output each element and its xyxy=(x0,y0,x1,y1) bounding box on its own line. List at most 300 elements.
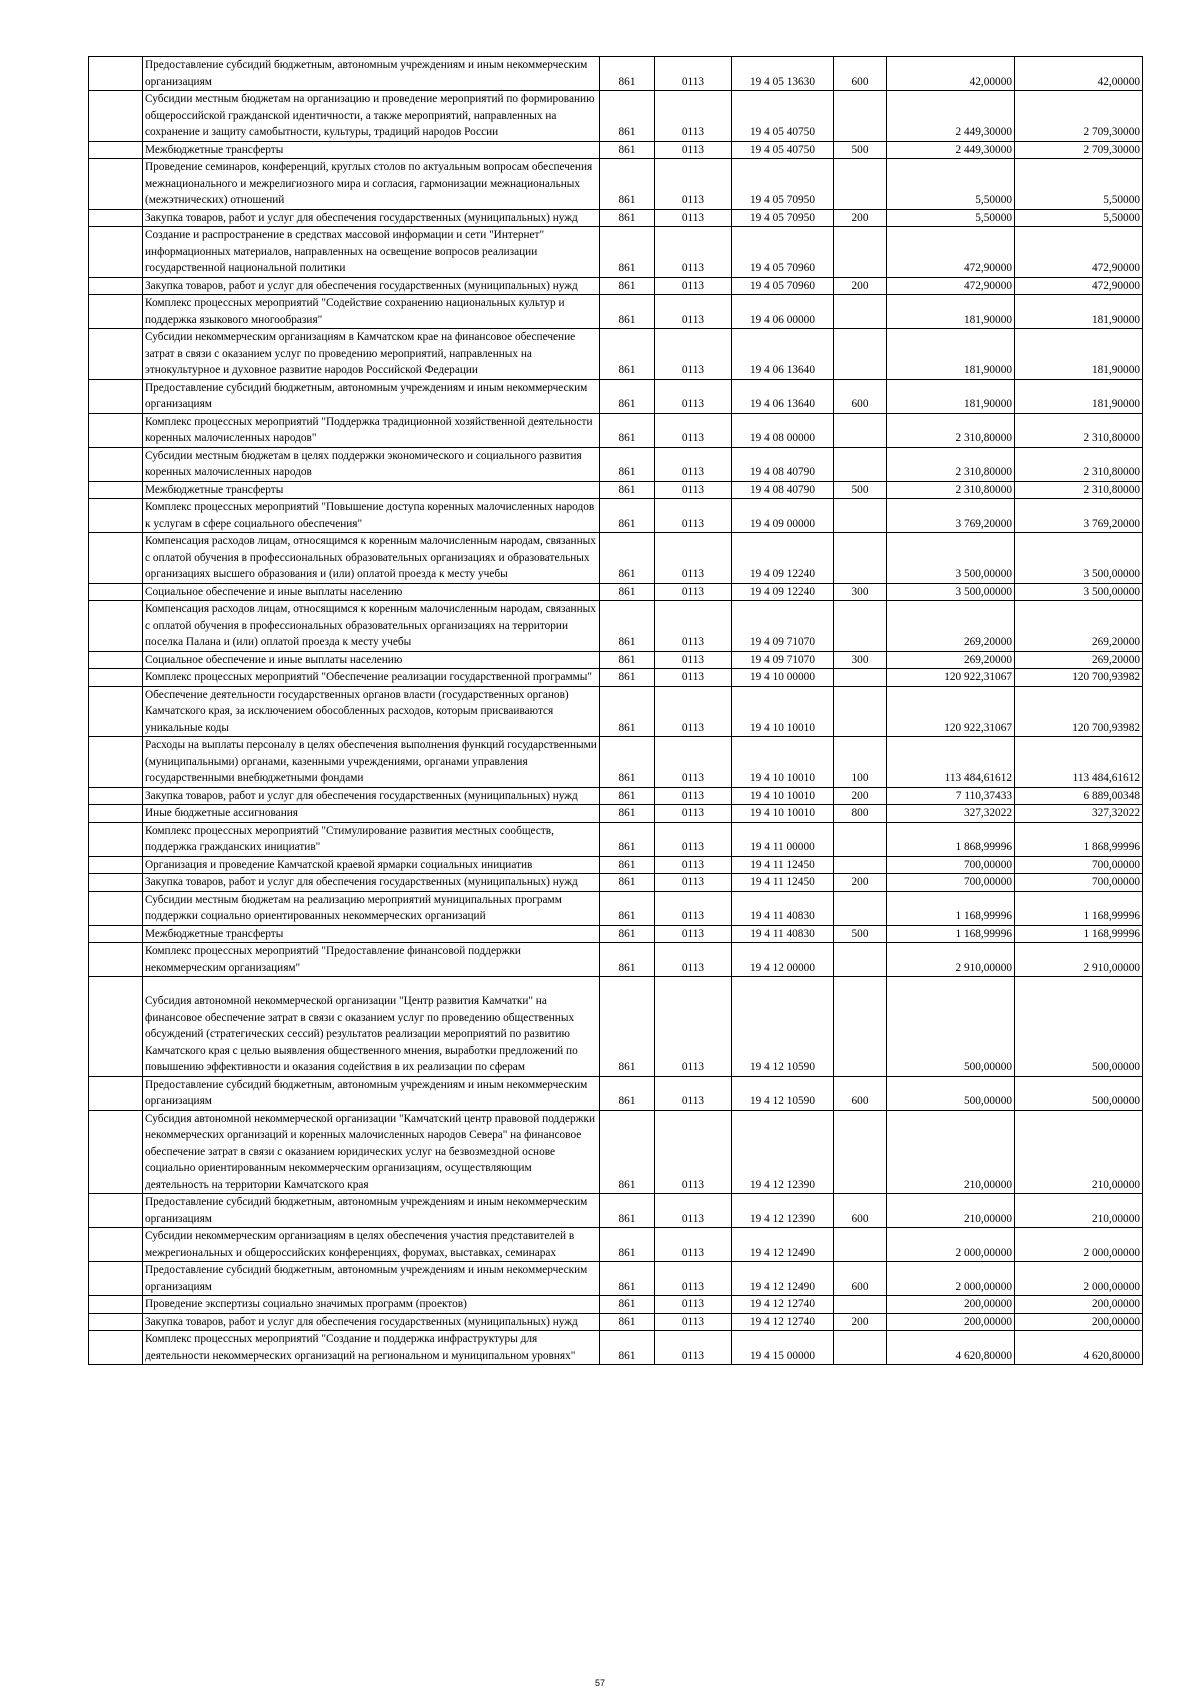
indent-cell xyxy=(89,805,143,823)
ministry-code: 861 xyxy=(600,447,655,481)
ministry-code: 861 xyxy=(600,787,655,805)
ministry-code: 861 xyxy=(600,277,655,295)
ministry-code: 861 xyxy=(600,413,655,447)
item-name: Предоставление субсидий бюджетным, автономным учреждениям и иным некоммерческим организациям xyxy=(143,1262,600,1296)
target-article-code: 19 4 15 00000 xyxy=(732,1331,834,1365)
item-name: Комплекс процессных мероприятий "Обеспечение реализации государственной программы" xyxy=(143,669,600,687)
section-code: 0113 xyxy=(655,481,732,499)
section-code: 0113 xyxy=(655,977,732,1077)
target-article-code: 19 4 08 40790 xyxy=(732,481,834,499)
expense-type-code xyxy=(834,891,887,925)
table-row xyxy=(89,686,1143,737)
indent-cell xyxy=(89,1228,143,1262)
ministry-code: 861 xyxy=(600,925,655,943)
ministry-code: 861 xyxy=(600,481,655,499)
table-row xyxy=(89,379,1143,413)
section-code: 0113 xyxy=(655,141,732,159)
ministry-code: 861 xyxy=(600,141,655,159)
amount-year-2: 200,00000 xyxy=(1015,1313,1143,1331)
target-article-code: 19 4 10 10010 xyxy=(732,787,834,805)
indent-cell xyxy=(89,413,143,447)
expense-type-code: 100 xyxy=(834,737,887,788)
indent-cell xyxy=(89,447,143,481)
section-code: 0113 xyxy=(655,159,732,210)
target-article-code: 19 4 05 13630 xyxy=(732,57,834,91)
section-code: 0113 xyxy=(655,891,732,925)
item-name: Субсидия автономной некоммерческой организации "Камчатский центр правовой поддержки некоммерческих организаций и коренных малочисленных народов Севера" на финансовое обеспечение затрат в связи с оказанием юридических услуг на безвозмездной основе социально ориентированным некоммерческим организациям, осуществляющим деятельность на территории Камчатского края xyxy=(143,1110,600,1194)
target-article-code: 19 4 11 40830 xyxy=(732,891,834,925)
table-row xyxy=(89,1296,1143,1314)
target-article-code: 19 4 09 12240 xyxy=(732,583,834,601)
amount-year-1: 3 769,20000 xyxy=(887,499,1015,533)
expense-type-code: 600 xyxy=(834,379,887,413)
amount-year-2: 472,90000 xyxy=(1015,277,1143,295)
expense-type-code xyxy=(834,227,887,278)
amount-year-2: 2 709,30000 xyxy=(1015,91,1143,142)
indent-cell xyxy=(89,379,143,413)
expense-type-code xyxy=(834,1331,887,1365)
amount-year-2: 42,00000 xyxy=(1015,57,1143,91)
section-code: 0113 xyxy=(655,209,732,227)
ministry-code: 861 xyxy=(600,91,655,142)
item-name: Проведение экспертизы социально значимых программ (проектов) xyxy=(143,1296,600,1314)
expense-type-code: 200 xyxy=(834,277,887,295)
expense-type-code xyxy=(834,1296,887,1314)
indent-cell xyxy=(89,499,143,533)
ministry-code: 861 xyxy=(600,379,655,413)
section-code: 0113 xyxy=(655,943,732,977)
ministry-code: 861 xyxy=(600,329,655,380)
ministry-code: 861 xyxy=(600,1313,655,1331)
table-row xyxy=(89,822,1143,856)
amount-year-2: 120 700,93982 xyxy=(1015,669,1143,687)
expense-type-code: 200 xyxy=(834,874,887,892)
amount-year-2: 3 769,20000 xyxy=(1015,499,1143,533)
table-row xyxy=(89,141,1143,159)
indent-cell xyxy=(89,533,143,584)
amount-year-2: 700,00000 xyxy=(1015,874,1143,892)
amount-year-2: 113 484,61612 xyxy=(1015,737,1143,788)
item-name: Комплекс процессных мероприятий "Создание и поддержка инфраструктуры для деятельности некоммерческих организаций на региональном и муниципальном уровнях" xyxy=(143,1331,600,1365)
item-name: Проведение семинаров, конференций, круглых столов по актуальным вопросам обеспечения межнационального и межрелигиозного мира и согласия, гармонизации межнациональных (межэтнических) отношений xyxy=(143,159,600,210)
target-article-code: 19 4 08 40790 xyxy=(732,447,834,481)
item-name: Межбюджетные трансферты xyxy=(143,925,600,943)
amount-year-1: 42,00000 xyxy=(887,57,1015,91)
expense-type-code xyxy=(834,856,887,874)
expense-type-code xyxy=(834,1228,887,1262)
expense-type-code xyxy=(834,977,887,1077)
item-name: Комплекс процессных мероприятий "Содействие сохранению национальных культур и поддержка языкового многообразия" xyxy=(143,295,600,329)
budget-table-body xyxy=(89,57,1143,1365)
amount-year-1: 120 922,31067 xyxy=(887,669,1015,687)
item-name: Комплекс процессных мероприятий "Предоставление финансовой поддержки некоммерческим организациям" xyxy=(143,943,600,977)
expense-type-code: 300 xyxy=(834,583,887,601)
table-row xyxy=(89,891,1143,925)
section-code: 0113 xyxy=(655,856,732,874)
table-row xyxy=(89,91,1143,142)
amount-year-2: 2 000,00000 xyxy=(1015,1262,1143,1296)
table-row xyxy=(89,737,1143,788)
table-row xyxy=(89,277,1143,295)
section-code: 0113 xyxy=(655,822,732,856)
amount-year-2: 2 310,80000 xyxy=(1015,447,1143,481)
ministry-code: 861 xyxy=(600,1194,655,1228)
amount-year-2: 2 310,80000 xyxy=(1015,413,1143,447)
table-row xyxy=(89,329,1143,380)
amount-year-1: 1 168,99996 xyxy=(887,925,1015,943)
expense-type-code xyxy=(834,943,887,977)
indent-cell xyxy=(89,977,143,1077)
page-number: 57 xyxy=(594,1678,605,1688)
amount-year-2: 3 500,00000 xyxy=(1015,583,1143,601)
amount-year-2: 200,00000 xyxy=(1015,1296,1143,1314)
item-name: Комплекс процессных мероприятий "Поддержка традиционной хозяйственной деятельности коренных малочисленных народов" xyxy=(143,413,600,447)
ministry-code: 861 xyxy=(600,822,655,856)
indent-cell xyxy=(89,209,143,227)
table-row xyxy=(89,583,1143,601)
amount-year-2: 2 910,00000 xyxy=(1015,943,1143,977)
target-article-code: 19 4 09 00000 xyxy=(732,499,834,533)
target-article-code: 19 4 08 00000 xyxy=(732,413,834,447)
section-code: 0113 xyxy=(655,805,732,823)
section-code: 0113 xyxy=(655,583,732,601)
ministry-code: 861 xyxy=(600,737,655,788)
indent-cell xyxy=(89,1110,143,1194)
indent-cell xyxy=(89,1296,143,1314)
amount-year-2: 269,20000 xyxy=(1015,651,1143,669)
indent-cell xyxy=(89,856,143,874)
ministry-code: 861 xyxy=(600,651,655,669)
amount-year-1: 5,50000 xyxy=(887,209,1015,227)
indent-cell xyxy=(89,1262,143,1296)
indent-cell xyxy=(89,583,143,601)
indent-cell xyxy=(89,1076,143,1110)
expense-type-code: 200 xyxy=(834,1313,887,1331)
item-name: Создание и распространение в средствах массовой информации и сети "Интернет" информационных материалов, направленных на освещение вопросов реализации государственной национальной политики xyxy=(143,227,600,278)
table-row xyxy=(89,413,1143,447)
ministry-code: 861 xyxy=(600,499,655,533)
expense-type-code: 200 xyxy=(834,209,887,227)
ministry-code: 861 xyxy=(600,943,655,977)
target-article-code: 19 4 05 70950 xyxy=(732,209,834,227)
item-name: Компенсация расходов лицам, относящимся к коренным малочисленным народам, связанных с оплатой обучения в профессиональных образовательных организациях и образовательных организациях высшего образования и (или) оплатой проезда к месту учебы xyxy=(143,533,600,584)
table-row xyxy=(89,499,1143,533)
amount-year-2: 181,90000 xyxy=(1015,295,1143,329)
section-code: 0113 xyxy=(655,329,732,380)
ministry-code: 861 xyxy=(600,533,655,584)
ministry-code: 861 xyxy=(600,1331,655,1365)
item-name: Предоставление субсидий бюджетным, автономным учреждениям и иным некоммерческим организациям xyxy=(143,1076,600,1110)
amount-year-1: 2 449,30000 xyxy=(887,141,1015,159)
ministry-code: 861 xyxy=(600,874,655,892)
amount-year-1: 2 310,80000 xyxy=(887,447,1015,481)
section-code: 0113 xyxy=(655,651,732,669)
amount-year-2: 2 000,00000 xyxy=(1015,1228,1143,1262)
section-code: 0113 xyxy=(655,1331,732,1365)
section-code: 0113 xyxy=(655,787,732,805)
section-code: 0113 xyxy=(655,277,732,295)
indent-cell xyxy=(89,227,143,278)
table-row xyxy=(89,481,1143,499)
item-name: Социальное обеспечение и иные выплаты населению xyxy=(143,583,600,601)
amount-year-1: 181,90000 xyxy=(887,379,1015,413)
amount-year-2: 2 709,30000 xyxy=(1015,141,1143,159)
section-code: 0113 xyxy=(655,379,732,413)
table-row xyxy=(89,533,1143,584)
amount-year-1: 327,32022 xyxy=(887,805,1015,823)
section-code: 0113 xyxy=(655,686,732,737)
amount-year-2: 6 889,00348 xyxy=(1015,787,1143,805)
amount-year-1: 1 168,99996 xyxy=(887,891,1015,925)
target-article-code: 19 4 12 10590 xyxy=(732,1076,834,1110)
amount-year-2: 5,50000 xyxy=(1015,209,1143,227)
target-article-code: 19 4 12 12490 xyxy=(732,1228,834,1262)
expense-type-code xyxy=(834,413,887,447)
target-article-code: 19 4 06 13640 xyxy=(732,379,834,413)
item-name: Компенсация расходов лицам, относящимся к коренным малочисленным народам, связанных с оплатой обучения в профессиональных образовательных организациях на территории поселка Палана и (или) оплатой проезда к месту учебы xyxy=(143,601,600,652)
target-article-code: 19 4 12 12740 xyxy=(732,1313,834,1331)
table-row xyxy=(89,805,1143,823)
amount-year-2: 210,00000 xyxy=(1015,1110,1143,1194)
amount-year-2: 327,32022 xyxy=(1015,805,1143,823)
amount-year-1: 113 484,61612 xyxy=(887,737,1015,788)
expense-type-code: 500 xyxy=(834,141,887,159)
amount-year-1: 210,00000 xyxy=(887,1110,1015,1194)
section-code: 0113 xyxy=(655,91,732,142)
ministry-code: 861 xyxy=(600,669,655,687)
target-article-code: 19 4 11 12450 xyxy=(732,874,834,892)
item-name: Предоставление субсидий бюджетным, автономным учреждениям и иным некоммерческим организациям xyxy=(143,1194,600,1228)
table-row xyxy=(89,1110,1143,1194)
target-article-code: 19 4 10 00000 xyxy=(732,669,834,687)
amount-year-1: 3 500,00000 xyxy=(887,533,1015,584)
amount-year-2: 5,50000 xyxy=(1015,159,1143,210)
target-article-code: 19 4 12 12390 xyxy=(732,1194,834,1228)
section-code: 0113 xyxy=(655,874,732,892)
expense-type-code xyxy=(834,499,887,533)
ministry-code: 861 xyxy=(600,1228,655,1262)
target-article-code: 19 4 05 70950 xyxy=(732,159,834,210)
target-article-code: 19 4 12 12740 xyxy=(732,1296,834,1314)
target-article-code: 19 4 06 13640 xyxy=(732,329,834,380)
indent-cell xyxy=(89,1194,143,1228)
indent-cell xyxy=(89,295,143,329)
ministry-code: 861 xyxy=(600,159,655,210)
item-name: Субсидии местным бюджетам на реализацию мероприятий муниципальных программ поддержки социально ориентированных некоммерческих организаций xyxy=(143,891,600,925)
section-code: 0113 xyxy=(655,669,732,687)
section-code: 0113 xyxy=(655,57,732,91)
ministry-code: 861 xyxy=(600,1262,655,1296)
item-name: Предоставление субсидий бюджетным, автономным учреждениям и иным некоммерческим организациям xyxy=(143,379,600,413)
target-article-code: 19 4 12 10590 xyxy=(732,977,834,1077)
item-name-text: Субсидия автономной некоммерческой организации "Центр развития Камчатки" на финансовое обеспечение затрат в связи с оказанием услуг по проведению общественных обсуждений (стратегических сессий) результатов реализации мероприятий по развитию Камчатского края с целью выявления общественного мнения, выработки предложений по повышению эффективности и оказания содействия в их реализации по сферам xyxy=(145,995,578,1073)
table-row xyxy=(89,977,1143,1077)
amount-year-2: 210,00000 xyxy=(1015,1194,1143,1228)
amount-year-1: 472,90000 xyxy=(887,227,1015,278)
target-article-code: 19 4 09 12240 xyxy=(732,533,834,584)
amount-year-2: 181,90000 xyxy=(1015,329,1143,380)
section-code: 0113 xyxy=(655,533,732,584)
amount-year-2: 500,00000 xyxy=(1015,977,1143,1077)
item-name: Предоставление субсидий бюджетным, автономным учреждениям и иным некоммерческим организациям xyxy=(143,57,600,91)
expense-type-code: 600 xyxy=(834,1076,887,1110)
expense-type-code: 200 xyxy=(834,787,887,805)
indent-cell xyxy=(89,686,143,737)
section-code: 0113 xyxy=(655,227,732,278)
table-row xyxy=(89,57,1143,91)
ministry-code: 861 xyxy=(600,227,655,278)
section-code: 0113 xyxy=(655,1296,732,1314)
expense-type-code: 600 xyxy=(834,1262,887,1296)
expense-type-code: 300 xyxy=(834,651,887,669)
item-name: Межбюджетные трансферты xyxy=(143,141,600,159)
expense-type-code xyxy=(834,1110,887,1194)
expense-type-code: 500 xyxy=(834,481,887,499)
item-name: Субсидии некоммерческим организациям в Камчатском крае на финансовое обеспечение затрат в связи с оказанием услуг по проведению мероприятий, направленных на этнокультурное и духовное развитие народов Российской Федерации xyxy=(143,329,600,380)
amount-year-1: 5,50000 xyxy=(887,159,1015,210)
indent-cell xyxy=(89,277,143,295)
indent-cell xyxy=(89,925,143,943)
expense-type-code xyxy=(834,686,887,737)
section-code: 0113 xyxy=(655,925,732,943)
section-code: 0113 xyxy=(655,413,732,447)
table-row xyxy=(89,651,1143,669)
item-name: Комплекс процессных мероприятий "Стимулирование развития местных сообществ, поддержка гражданских инициатив" xyxy=(143,822,600,856)
indent-cell xyxy=(89,91,143,142)
amount-year-1: 2 310,80000 xyxy=(887,481,1015,499)
amount-year-1: 2 310,80000 xyxy=(887,413,1015,447)
amount-year-1: 4 620,80000 xyxy=(887,1331,1015,1365)
amount-year-1: 2 000,00000 xyxy=(887,1228,1015,1262)
amount-year-1: 181,90000 xyxy=(887,329,1015,380)
target-article-code: 19 4 11 12450 xyxy=(732,856,834,874)
amount-year-2: 1 868,99996 xyxy=(1015,822,1143,856)
indent-cell xyxy=(89,737,143,788)
amount-year-2: 700,00000 xyxy=(1015,856,1143,874)
amount-year-1: 7 110,37433 xyxy=(887,787,1015,805)
expense-type-code xyxy=(834,822,887,856)
amount-year-1: 1 868,99996 xyxy=(887,822,1015,856)
amount-year-2: 500,00000 xyxy=(1015,1076,1143,1110)
table-row xyxy=(89,227,1143,278)
table-row xyxy=(89,1313,1143,1331)
amount-year-1: 2 000,00000 xyxy=(887,1262,1015,1296)
amount-year-1: 3 500,00000 xyxy=(887,583,1015,601)
ministry-code: 861 xyxy=(600,805,655,823)
section-code: 0113 xyxy=(655,1228,732,1262)
target-article-code: 19 4 09 71070 xyxy=(732,601,834,652)
indent-cell xyxy=(89,943,143,977)
ministry-code: 861 xyxy=(600,1296,655,1314)
indent-cell xyxy=(89,601,143,652)
amount-year-1: 500,00000 xyxy=(887,977,1015,1077)
target-article-code: 19 4 09 71070 xyxy=(732,651,834,669)
indent-cell xyxy=(89,1331,143,1365)
amount-year-1: 2 449,30000 xyxy=(887,91,1015,142)
amount-year-1: 120 922,31067 xyxy=(887,686,1015,737)
amount-year-1: 269,20000 xyxy=(887,651,1015,669)
table-row xyxy=(89,787,1143,805)
amount-year-2: 3 500,00000 xyxy=(1015,533,1143,584)
amount-year-2: 120 700,93982 xyxy=(1015,686,1143,737)
amount-year-2: 181,90000 xyxy=(1015,379,1143,413)
table-row xyxy=(89,1194,1143,1228)
table-row xyxy=(89,1228,1143,1262)
expense-type-code xyxy=(834,601,887,652)
target-article-code: 19 4 10 10010 xyxy=(732,686,834,737)
indent-cell xyxy=(89,891,143,925)
amount-year-1: 700,00000 xyxy=(887,874,1015,892)
item-name: Субсидии местным бюджетам на организацию и проведение мероприятий по формированию общероссийской гражданской идентичности, а также мероприятий, направленных на сохранение и защиту самобытности, культуры, традиций народов России xyxy=(143,91,600,142)
amount-year-2: 1 168,99996 xyxy=(1015,891,1143,925)
cell-spacer xyxy=(145,977,597,993)
expense-type-code xyxy=(834,669,887,687)
amount-year-1: 472,90000 xyxy=(887,277,1015,295)
amount-year-2: 1 168,99996 xyxy=(1015,925,1143,943)
target-article-code: 19 4 11 40830 xyxy=(732,925,834,943)
item-name: Закупка товаров, работ и услуг для обеспечения государственных (муниципальных) нужд xyxy=(143,787,600,805)
item-name: Комплекс процессных мероприятий "Повышение доступа коренных малочисленных народов к услугам в сфере социального обеспечения" xyxy=(143,499,600,533)
ministry-code: 861 xyxy=(600,209,655,227)
budget-table xyxy=(88,56,1143,1365)
indent-cell xyxy=(89,159,143,210)
expense-type-code: 600 xyxy=(834,57,887,91)
ministry-code: 861 xyxy=(600,1076,655,1110)
ministry-code: 861 xyxy=(600,977,655,1077)
table-row xyxy=(89,925,1143,943)
indent-cell xyxy=(89,329,143,380)
section-code: 0113 xyxy=(655,737,732,788)
ministry-code: 861 xyxy=(600,57,655,91)
expense-type-code xyxy=(834,91,887,142)
item-name: Расходы на выплаты персоналу в целях обеспечения выполнения функций государственными (муниципальными) органами, казенными учреждениями, органами управления государственными внебюджетными фондами xyxy=(143,737,600,788)
indent-cell xyxy=(89,669,143,687)
ministry-code: 861 xyxy=(600,1110,655,1194)
table-row xyxy=(89,447,1143,481)
expense-type-code xyxy=(834,533,887,584)
item-name: Субсидии некоммерческим организациям в целях обеспечения участия представителей в межрегиональных и общероссийских конференциях, форумах, выставках, семинарах xyxy=(143,1228,600,1262)
table-row xyxy=(89,1076,1143,1110)
target-article-code: 19 4 06 00000 xyxy=(732,295,834,329)
table-row xyxy=(89,669,1143,687)
ministry-code: 861 xyxy=(600,686,655,737)
amount-year-1: 700,00000 xyxy=(887,856,1015,874)
table-row xyxy=(89,1262,1143,1296)
item-name: Обеспечение деятельности государственных органов власти (государственных органов) Камчатского края, за исключением обособленных расходов, которым присваиваются уникальные коды xyxy=(143,686,600,737)
expense-type-code: 800 xyxy=(834,805,887,823)
target-article-code: 19 4 12 12390 xyxy=(732,1110,834,1194)
target-article-code: 19 4 05 40750 xyxy=(732,141,834,159)
indent-cell xyxy=(89,874,143,892)
indent-cell xyxy=(89,481,143,499)
target-article-code: 19 4 10 10010 xyxy=(732,737,834,788)
target-article-code: 19 4 12 12490 xyxy=(732,1262,834,1296)
item-name: Субсидии местным бюджетам в целях поддержки экономического и социального развития коренных малочисленных народов xyxy=(143,447,600,481)
amount-year-2: 269,20000 xyxy=(1015,601,1143,652)
indent-cell xyxy=(89,1313,143,1331)
amount-year-2: 472,90000 xyxy=(1015,227,1143,278)
expense-type-code xyxy=(834,159,887,210)
table-row xyxy=(89,874,1143,892)
amount-year-1: 200,00000 xyxy=(887,1313,1015,1331)
item-name: Иные бюджетные ассигнования xyxy=(143,805,600,823)
indent-cell xyxy=(89,57,143,91)
target-article-code: 19 4 05 40750 xyxy=(732,91,834,142)
item-name xyxy=(143,977,600,1077)
item-name: Закупка товаров, работ и услуг для обеспечения государственных (муниципальных) нужд xyxy=(143,209,600,227)
item-name: Межбюджетные трансферты xyxy=(143,481,600,499)
ministry-code: 861 xyxy=(600,295,655,329)
